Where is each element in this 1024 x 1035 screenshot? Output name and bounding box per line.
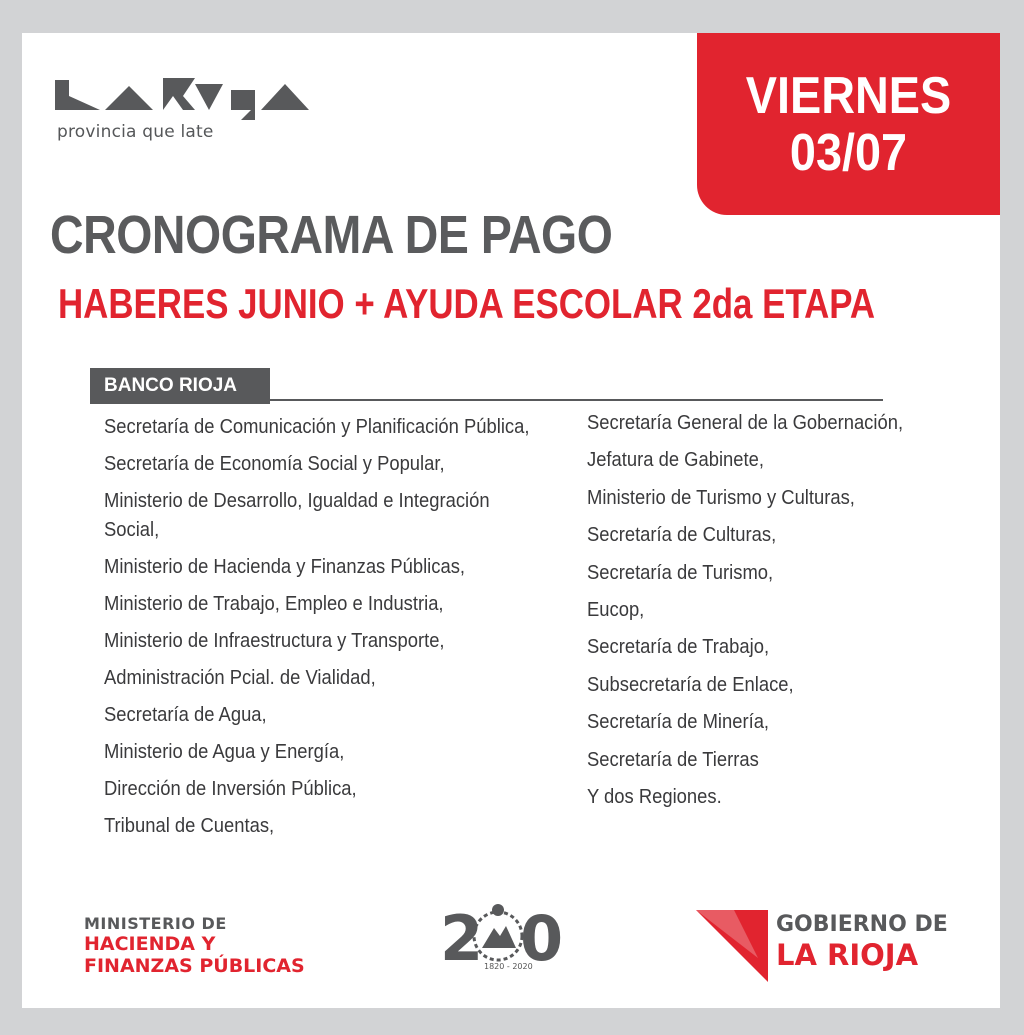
list-item: Secretaría de Culturas, [587,524,777,547]
list-item: Dirección de Inversión Pública, [104,778,357,800]
date-number: 03/07 [789,124,908,182]
bank-label: BANCO RIOJA [90,368,270,404]
list-item: Tribunal de Cuentas, [104,815,275,837]
list-item: Ministerio de Infraestructura y Transporte, [104,630,445,652]
ministry-line1: MINISTERIO DE [84,914,227,933]
bank-divider [268,399,883,401]
list-item: Eucop, [587,598,645,621]
list-item: Secretaría de Tierras [587,748,759,771]
list-item: Secretaría de Economía Social y Popular, [104,453,445,475]
list-item: Secretaría de Turismo, [587,561,774,584]
ministry-logo [84,914,305,977]
emblem-years: 1820 - 2020 [484,962,533,971]
svg-text:0: 0 [520,902,564,975]
list-item: Ministerio de Hacienda y Finanzas Públicas, [104,556,466,578]
ministry-line3: FINANZAS PÚBLICAS [84,955,305,977]
list-item: Ministerio de Trabajo, Empleo e Industria, [104,593,444,615]
list-item: Y dos Regiones. [587,785,722,808]
la-rioja-wordmark-icon [55,76,315,124]
list-item: Ministerio de Desarrollo, Igualdad e Integración Social, [104,490,490,541]
list-item: Ministerio de Turismo y Culturas, [587,486,855,509]
list-item: Secretaría de Comunicación y Planificación Pública, [104,416,530,438]
right-entity-list [587,409,987,820]
list-item: Secretaría de Minería, [587,711,770,734]
list-item: Administración Pcial. de Vialidad, [104,667,376,689]
list-item: Secretaría de Agua, [104,704,267,726]
page-subtitle: HABERES JUNIO + AYUDA ESCOLAR 2da ETAPA [58,280,876,327]
ministry-line2: HACIENDA Y [84,933,216,955]
list-item: Jefatura de Gabinete, [587,449,764,472]
la-rioja-logo [55,76,315,146]
page-title: CRONOGRAMA DE PAGO [50,205,613,265]
list-item: Secretaría de Trabajo, [587,636,770,659]
svg-text:2: 2 [440,902,484,975]
government-shape-icon [696,906,768,982]
government-logo [696,906,956,986]
left-entity-list [104,413,574,849]
gov-line1: GOBIERNO DE [776,912,948,937]
logo-tagline: provincia que late [57,122,214,142]
list-item: Ministerio de Agua y Energía, [104,741,345,763]
list-item: Secretaría General de la Gobernación, [587,412,904,434]
date-day: VIERNES [745,67,952,125]
list-item: Subsecretaría de Enlace, [587,673,794,696]
date-badge [697,33,1000,215]
gov-line2: LA RIOJA [776,938,919,972]
